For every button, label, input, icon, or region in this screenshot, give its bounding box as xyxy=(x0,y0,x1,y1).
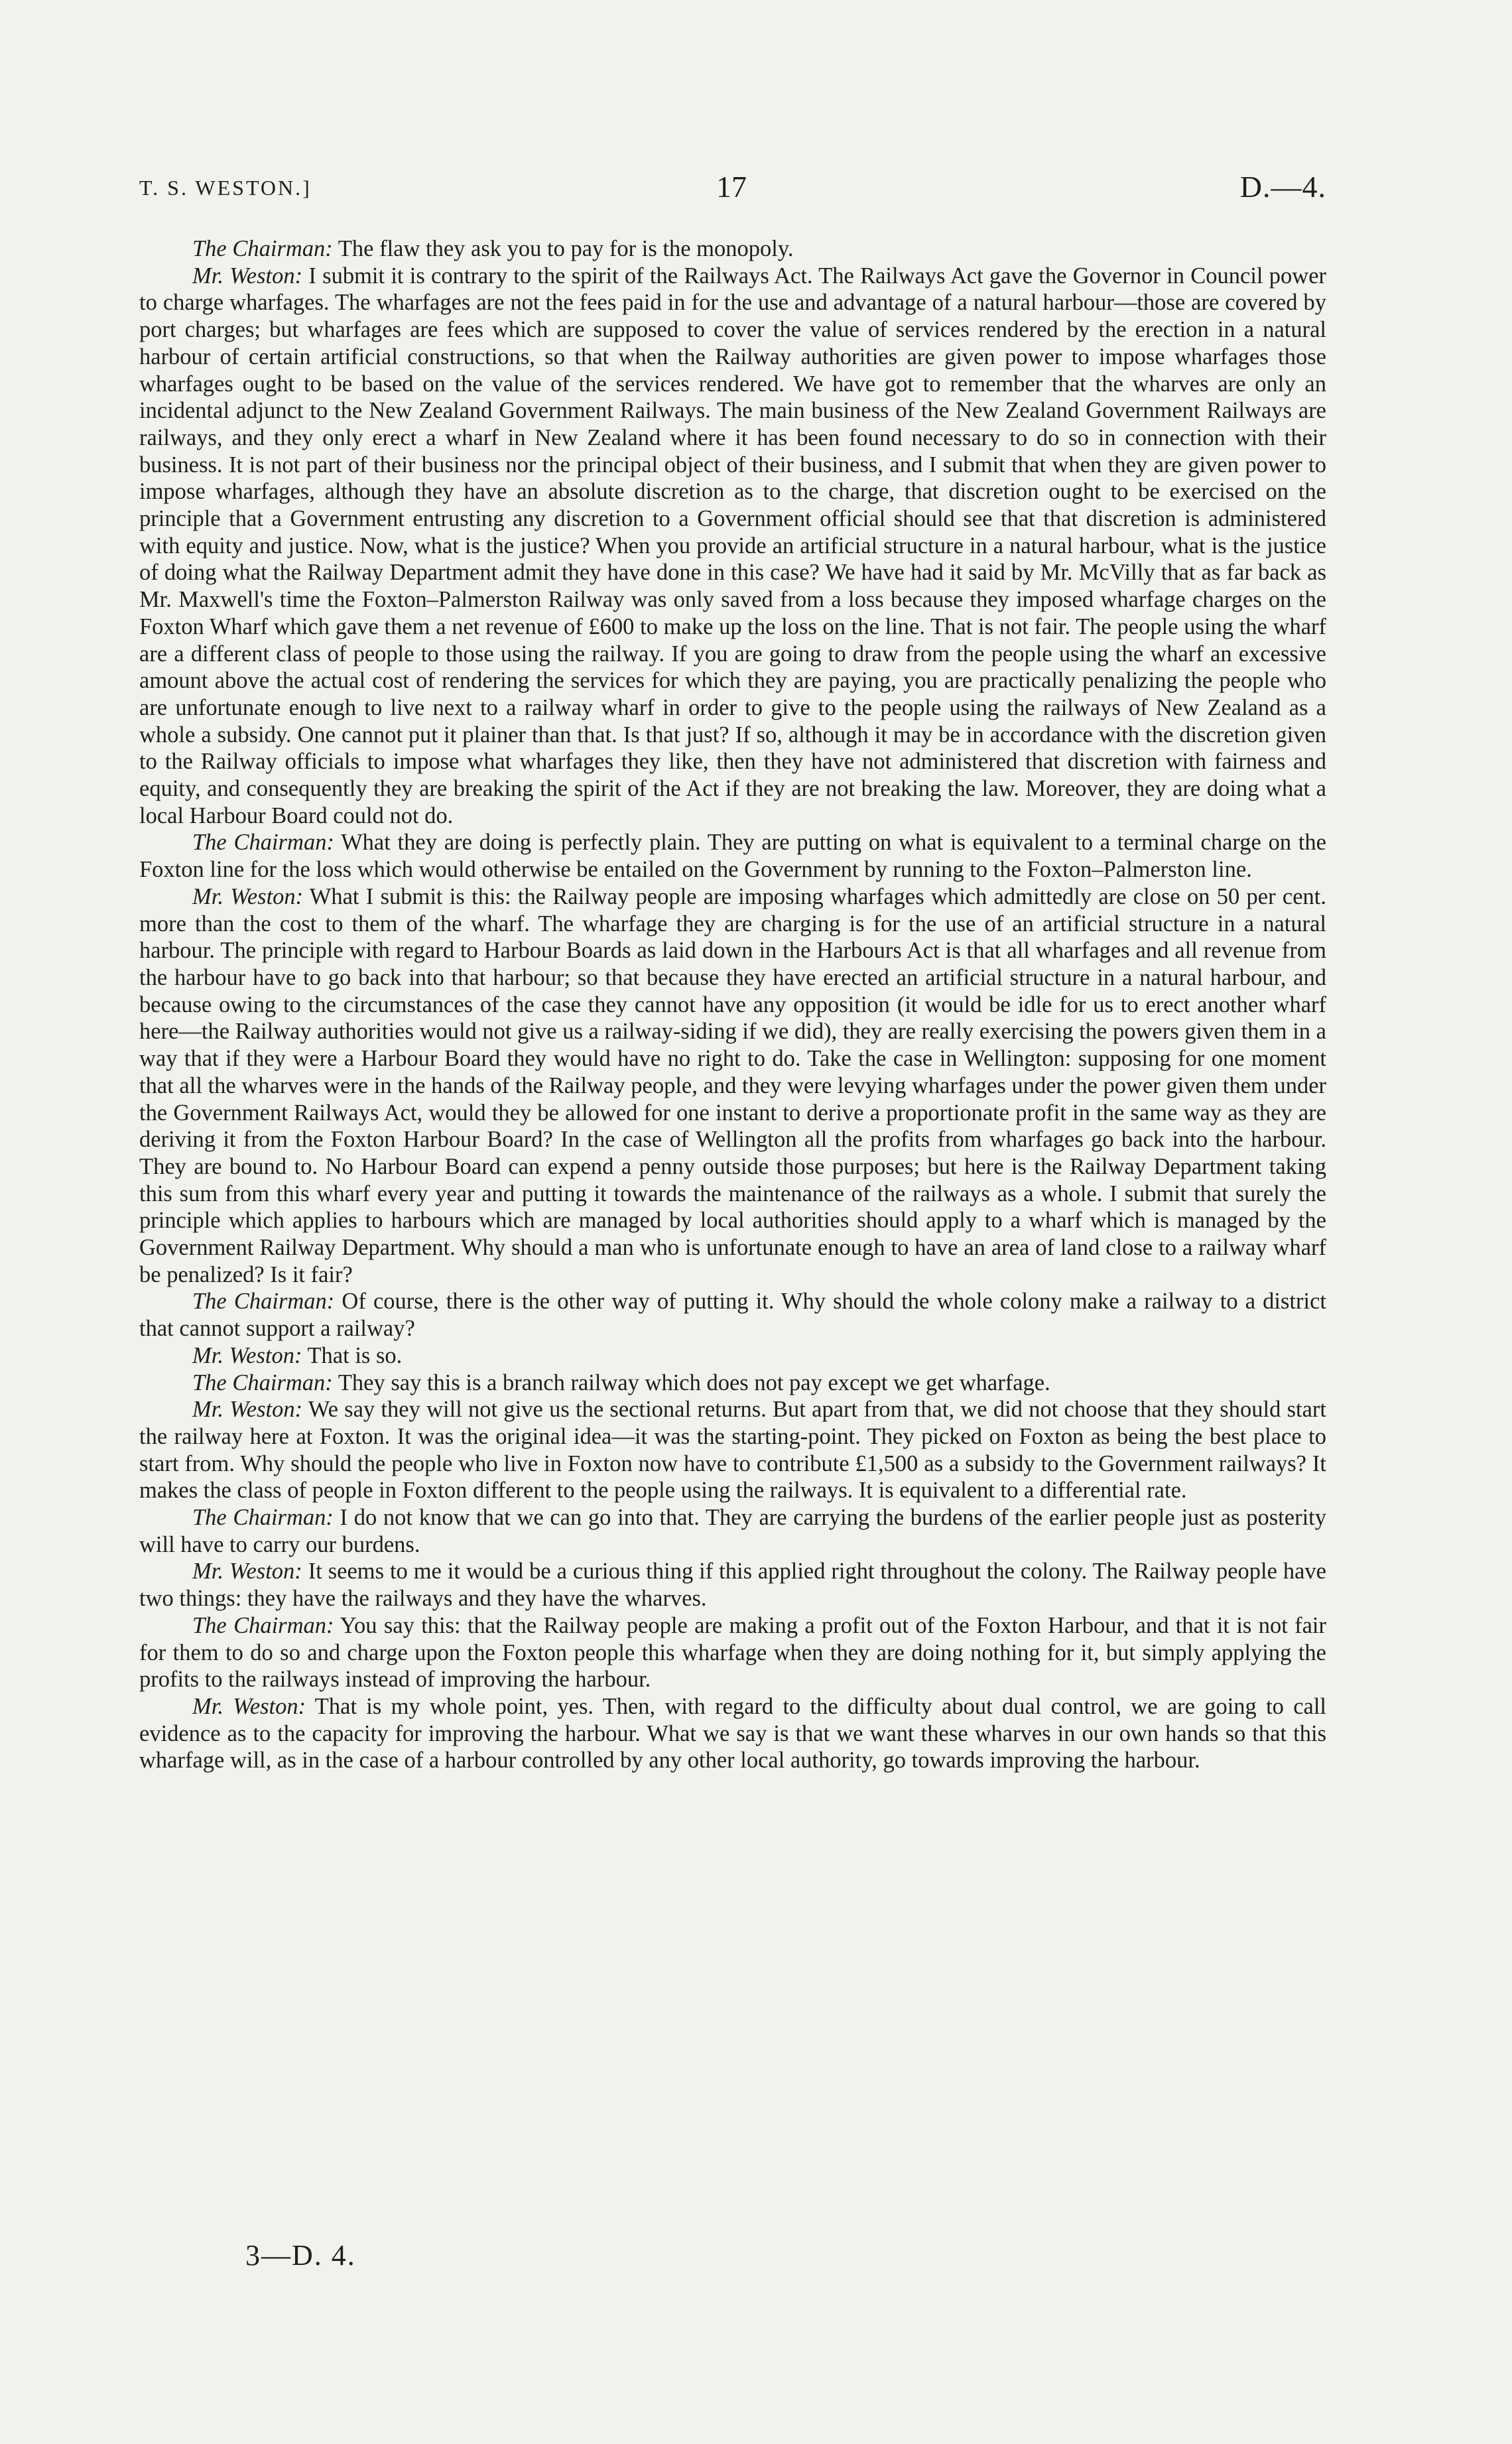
running-head-witness: T. S. WESTON.] xyxy=(139,176,312,200)
paragraph-12 xyxy=(139,1693,1326,1774)
speaker-label: The Chairman: xyxy=(192,830,334,856)
speech-text: It seems to me it would be a curious thing if this applied right throughout the colony. The Railway people have two things: they have the railways and they have the wharves. xyxy=(139,1559,1326,1612)
speaker-label: The Chairman: xyxy=(192,1370,333,1395)
speech-text: I submit it is contrary to the spirit of the Railways Act. The Railways Act gave the Governor in Council power to charge wharfages. The wharfages are not the fees paid in for the use and advantage of a natural harbour—those are covered by port charges; but wharfages are fees which are supposed to cover the value of services rendered by the erection in a natural harbour of certain artificial constructions, so that when the Railway authorities are given power to impose wharfages those wharfages ought to be based on the value of the services rendered. We have got to remember that the wharves are only an incidental adjunct to the New Zealand Government Railways. The main business of the New Zealand Government Railways are railways, and they only erect a wharf in New Zealand where it has been found necessary to do so in connection with their business. It is not part of their business nor the principal object of their business, and I submit that when they are given power to impose wharfages, although they have an absolute discretion as to the charge, that discretion ought to be exercised on the principle that a Government entrusting any discretion to a Government official should see that that discretion is administered with equity and justice. Now, what is the justice? When you provide an artificial structure in a natural harbour, what is the justice of doing what the Railway Department admit they have done in this case? We have had it said by Mr. McVilly that as far back as Mr. Maxwell's time the Foxton–Palmerston Railway was only saved from a loss because they imposed wharfage charges on the Foxton Wharf which gave them a net revenue of £600 to make up the loss on the line. That is not fair. The people using the wharf are a different class of people to those using the railway. If you are going to draw from the people using the wharf an excessive amount above the actual cost of rendering the services for which they are paying, you are practically penalizing the people who are unfortunate enough to live next to a railway wharf in order to give to the people using the railways of New Zealand as a whole a subsidy. One cannot put it plainer than that. Is that just? If so, although it may be in accordance with the discretion given to the Railway officials to impose what wharfages they like, then they have not administered that discretion with fairness and equity, and consequently they are breaking the spirit of the Act if they are not breaking the law. Moreover, they are doing what a local Harbour Board could not do. xyxy=(139,263,1327,828)
paragraph-5 xyxy=(139,1288,1326,1342)
paragraph-2 xyxy=(139,263,1326,830)
speaker-label: The Chairman: xyxy=(192,1612,334,1638)
paragraph-8 xyxy=(139,1396,1326,1504)
speaker-label: The Chairman: xyxy=(192,236,333,261)
speech-text: You say this: that the Railway people are making a profit out of the Foxton Harbour, and that it is not fair for them to do so and charge upon the Foxton people this wharfage when they are doing nothing for it, but simply applying the profits to the railways instead of improving the harbour. xyxy=(139,1612,1326,1693)
speech-text: That is my whole point, yes. Then, with regard to the difficulty about dual control, we are going to call evidence as to the capacity for improving the harbour. What we say is that we want these wharves in our own hands so that this wharfage will, as in the case of a harbour controlled by any other local authority, go towards improving the harbour. xyxy=(139,1693,1326,1773)
speech-text: Of course, there is the other way of putting it. Why should the whole colony make a railway to a district that cannot support a railway? xyxy=(139,1289,1326,1342)
paragraph-10 xyxy=(139,1558,1326,1612)
signature-mark: 3—D. 4. xyxy=(245,2239,356,2272)
paragraph-4 xyxy=(139,883,1326,1289)
speech-text: They say this is a branch railway which does not pay except we get wharfage. xyxy=(332,1370,1050,1395)
paragraph-3 xyxy=(139,829,1326,883)
speech-text: What they are doing is perfectly plain. They are putting on what is equivalent to a terminal charge on the Foxton line for the loss which would otherwise be entailed on the Government by running to the Foxton–Palmerston line. xyxy=(139,830,1326,883)
paragraph-6 xyxy=(139,1342,1326,1370)
speaker-label: Mr. Weston: xyxy=(192,1397,303,1423)
paragraph-11 xyxy=(139,1612,1326,1693)
document-code: D.—4. xyxy=(1239,170,1326,204)
speaker-label: Mr. Weston: xyxy=(192,883,304,909)
speaker-label: Mr. Weston: xyxy=(192,1693,306,1719)
transcript-body xyxy=(139,235,1326,1774)
speech-text: We say they will not give us the sectional returns. But apart from that, we did not choose that they should start the railway here at Foxton. It was the original idea—it was the starting-point. They picked on Foxton as being the best place to start from. Why should the people who live in Foxton now have to contribute £1,500 as a subsidy to the Government railways? It makes the class of people in Foxton different to the people using the railways. It is equivalent to a differential rate. xyxy=(139,1397,1326,1504)
speech-text: What I submit is this: the Railway people are imposing wharfages which admittedly are close on 50 per cent. more than the cost to them of the wharf. The wharfage they are charging is for the use of an artificial structure in a natural harbour. The principle with regard to Harbour Boards as laid down in the Harbours Act is that all wharfages and all revenue from the harbour have to go back into that harbour; so that because they have erected an artificial structure in a natural harbour, and because owing to the circumstances of the case they cannot have any opposition (it would be idle for us to erect another wharf here—the Railway authorities would not give us a railway-siding if we did), they are really exercising the powers given them in a way that if they were a Harbour Board they would have no right to do. Take the case in Wellington: supposing for one moment that all the wharves were in the hands of the Railway people, and they were levying wharfages under the power given them under the Government Railways Act, would they be allowed for one instant to derive a proportionate profit in the same way as they are deriving it from the Foxton Harbour Board? In the case of Wellington all the profits from wharfages go back into the harbour. They are bound to. No Harbour Board can expend a penny outside those purposes; but here is the Railway Department taking this sum from this wharf every year and putting it towards the maintenance of the railways as a whole. I submit that surely the principle which applies to harbours which are managed by local authorities should apply to a wharf which is managed by the Government Railway Department. Why should a man who is unfortunate enough to have an area of land close to a railway wharf be penalized? Is it fair? xyxy=(139,883,1326,1287)
speaker-label: Mr. Weston: xyxy=(192,263,303,289)
speaker-label: Mr. Weston: xyxy=(192,1559,302,1584)
paragraph-9 xyxy=(139,1504,1326,1558)
paragraph-1 xyxy=(139,235,1326,263)
speaker-label: Mr. Weston: xyxy=(192,1342,302,1368)
page-number: 17 xyxy=(716,170,747,204)
speaker-label: The Chairman: xyxy=(192,1505,334,1531)
page-header xyxy=(139,169,1326,216)
paragraph-7 xyxy=(139,1370,1326,1397)
speech-text: The flaw they ask you to pay for is the monopoly. xyxy=(332,236,794,261)
speech-text: I do not know that we can go into that. They are carrying the burdens of the earlier people just as posterity will have to carry our burdens. xyxy=(139,1505,1327,1557)
speech-text: That is so. xyxy=(302,1342,403,1368)
speaker-label: The Chairman: xyxy=(192,1289,335,1315)
